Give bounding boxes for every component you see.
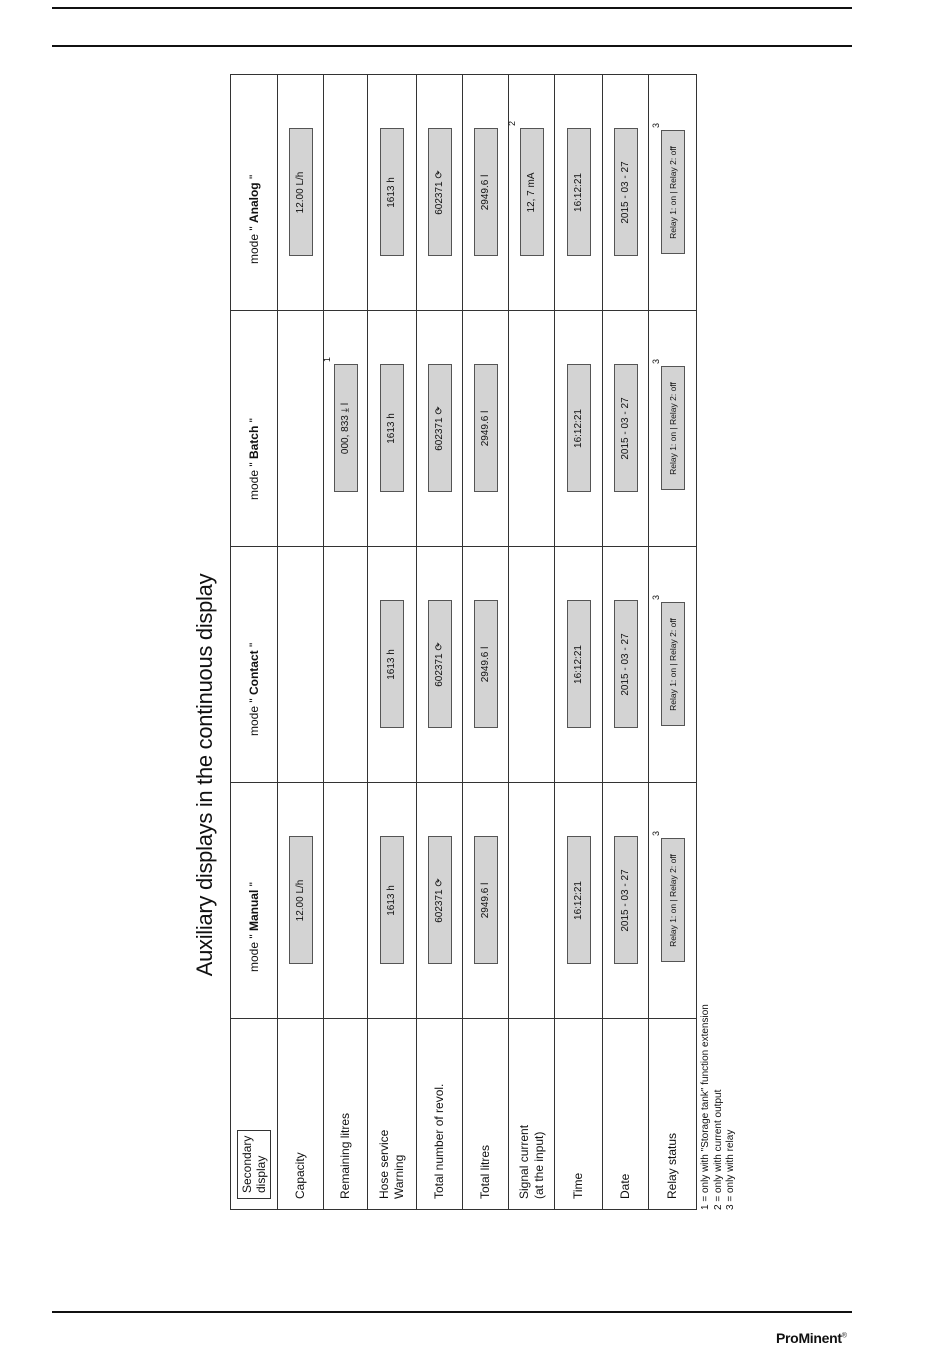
cell-capacity-contact	[278, 547, 324, 783]
page-title: Auxiliary displays in the continuous display	[192, 573, 217, 977]
footnote-1: 1 = only with "Storage tank" function extension	[700, 1004, 711, 1210]
table-row-total-litres	[463, 75, 509, 1210]
secondary-display-label: Secondary display	[237, 1130, 272, 1199]
cell-date-analog	[603, 75, 649, 311]
secondary-display-header	[231, 1019, 278, 1210]
footnote-ref-3: 3	[651, 831, 661, 837]
cell-time-batch	[555, 311, 603, 547]
display-litres: 2949.6 l	[474, 129, 498, 257]
display-relay: Relay 1: on | Relay 2: off	[661, 603, 685, 727]
display-hose: 1613 h	[380, 837, 404, 965]
cell-hose-analog	[368, 75, 417, 311]
display-relay: Relay 1: on | Relay 2: off	[661, 131, 685, 255]
row-label-total-litres: Total litres	[463, 1019, 509, 1210]
display-time: 16:12:21	[567, 837, 591, 965]
cell-hose-batch	[368, 311, 417, 547]
table-row-remaining-litres	[324, 75, 368, 1210]
cell-signal-analog	[509, 75, 555, 311]
display-litres: 2949.6 l	[474, 837, 498, 965]
cell-time-manual	[555, 783, 603, 1019]
footnote-ref-1: 1	[322, 357, 332, 363]
display-litres: 2949.6 l	[474, 365, 498, 493]
display-hose: 1613 h	[380, 601, 404, 729]
table-row-time	[555, 75, 603, 1210]
display-time: 16:12:21	[567, 601, 591, 729]
display-revol: 602371 ⟳	[428, 129, 452, 257]
footnotes	[700, 1004, 738, 1210]
mode-header-manual: mode " Manual "	[231, 783, 278, 1019]
cell-revol-analog	[417, 75, 463, 311]
auxiliary-display-table	[230, 74, 697, 1210]
cell-signal-manual	[509, 783, 555, 1019]
mode-header-analog: mode " Analog "	[231, 75, 278, 311]
display-signal-current: 12, 7 mA	[520, 129, 544, 257]
cell-capacity-batch	[278, 311, 324, 547]
bottom-rule	[52, 1311, 852, 1313]
display-revol: 602371 ⟳	[428, 365, 452, 493]
display-revol: 602371 ⟳	[428, 601, 452, 729]
cell-hose-manual	[368, 783, 417, 1019]
display-capacity: 12.00 L/h	[289, 837, 313, 965]
footnote-ref-3: 3	[651, 595, 661, 601]
cell-time-analog	[555, 75, 603, 311]
cell-signal-contact	[509, 547, 555, 783]
footnote-3: 3 = only with relay	[725, 1129, 736, 1210]
top-rule-2	[52, 45, 852, 47]
cell-hose-contact	[368, 547, 417, 783]
display-date: 2015 - 03 - 27	[614, 601, 638, 729]
table-row-relay-status	[649, 75, 697, 1210]
rotated-content	[190, 121, 750, 1210]
cell-relay-batch	[649, 311, 697, 547]
display-revol: 602371 ⟳	[428, 837, 452, 965]
display-date: 2015 - 03 - 27	[614, 129, 638, 257]
cell-litres-analog	[463, 75, 509, 311]
cell-revol-manual	[417, 783, 463, 1019]
display-date: 2015 - 03 - 27	[614, 837, 638, 965]
row-label-signal-current: Signal current (at the input)	[509, 1019, 555, 1210]
table-header-row	[231, 75, 278, 1210]
mode-header-batch: mode " Batch "	[231, 311, 278, 547]
footnote-ref-2: 2	[507, 121, 517, 127]
cell-litres-contact	[463, 547, 509, 783]
row-label-hose-service: Hose service Warning	[368, 1019, 417, 1210]
cell-remaining-contact	[324, 547, 368, 783]
row-label-relay-status: Relay status	[649, 1019, 697, 1210]
display-litres: 2949.6 l	[474, 601, 498, 729]
cell-date-manual	[603, 783, 649, 1019]
mode-header-contact: mode " Contact "	[231, 547, 278, 783]
cell-litres-manual	[463, 783, 509, 1019]
display-hose: 1613 h	[380, 129, 404, 257]
cell-revol-contact	[417, 547, 463, 783]
display-relay: Relay 1: on | Relay 2: off	[661, 367, 685, 491]
table-row-capacity	[278, 75, 324, 1210]
row-label-total-revol: Total number of revol.	[417, 1019, 463, 1210]
display-time: 16:12:21	[567, 129, 591, 257]
cell-capacity-manual	[278, 783, 324, 1019]
cell-remaining-batch	[324, 311, 368, 547]
display-relay: Relay 1: on | Relay 2: off	[661, 839, 685, 963]
row-label-capacity: Capacity	[278, 1019, 324, 1210]
display-capacity: 12.00 L/h	[289, 129, 313, 257]
cell-litres-batch	[463, 311, 509, 547]
row-label-remaining-litres: Remaining litres	[324, 1019, 368, 1210]
footnote-ref-3: 3	[651, 359, 661, 365]
table-row-total-revol	[417, 75, 463, 1210]
footnote-ref-3: 3	[651, 123, 661, 129]
prominent-logo: ProMinent®	[776, 1330, 847, 1346]
footnote-2: 2 = only with current output	[712, 1089, 724, 1210]
display-hose: 1613 h	[380, 365, 404, 493]
cell-date-contact	[603, 547, 649, 783]
top-rule-1	[52, 7, 852, 9]
row-label-time: Time	[555, 1019, 603, 1210]
table-row-date	[603, 75, 649, 1210]
table-row-signal-current	[509, 75, 555, 1210]
cell-signal-batch	[509, 311, 555, 547]
cell-relay-contact	[649, 547, 697, 783]
display-remaining-litres: 000, 833 ⤓ l	[334, 365, 358, 493]
cell-date-batch	[603, 311, 649, 547]
row-label-date: Date	[603, 1019, 649, 1210]
display-date: 2015 - 03 - 27	[614, 365, 638, 493]
cell-capacity-analog	[278, 75, 324, 311]
cell-remaining-analog	[324, 75, 368, 311]
cell-time-contact	[555, 547, 603, 783]
cell-relay-analog	[649, 75, 697, 311]
cell-relay-manual	[649, 783, 697, 1019]
cell-revol-batch	[417, 311, 463, 547]
table-row-hose-service	[368, 75, 417, 1210]
display-time: 16:12:21	[567, 365, 591, 493]
cell-remaining-manual	[324, 783, 368, 1019]
